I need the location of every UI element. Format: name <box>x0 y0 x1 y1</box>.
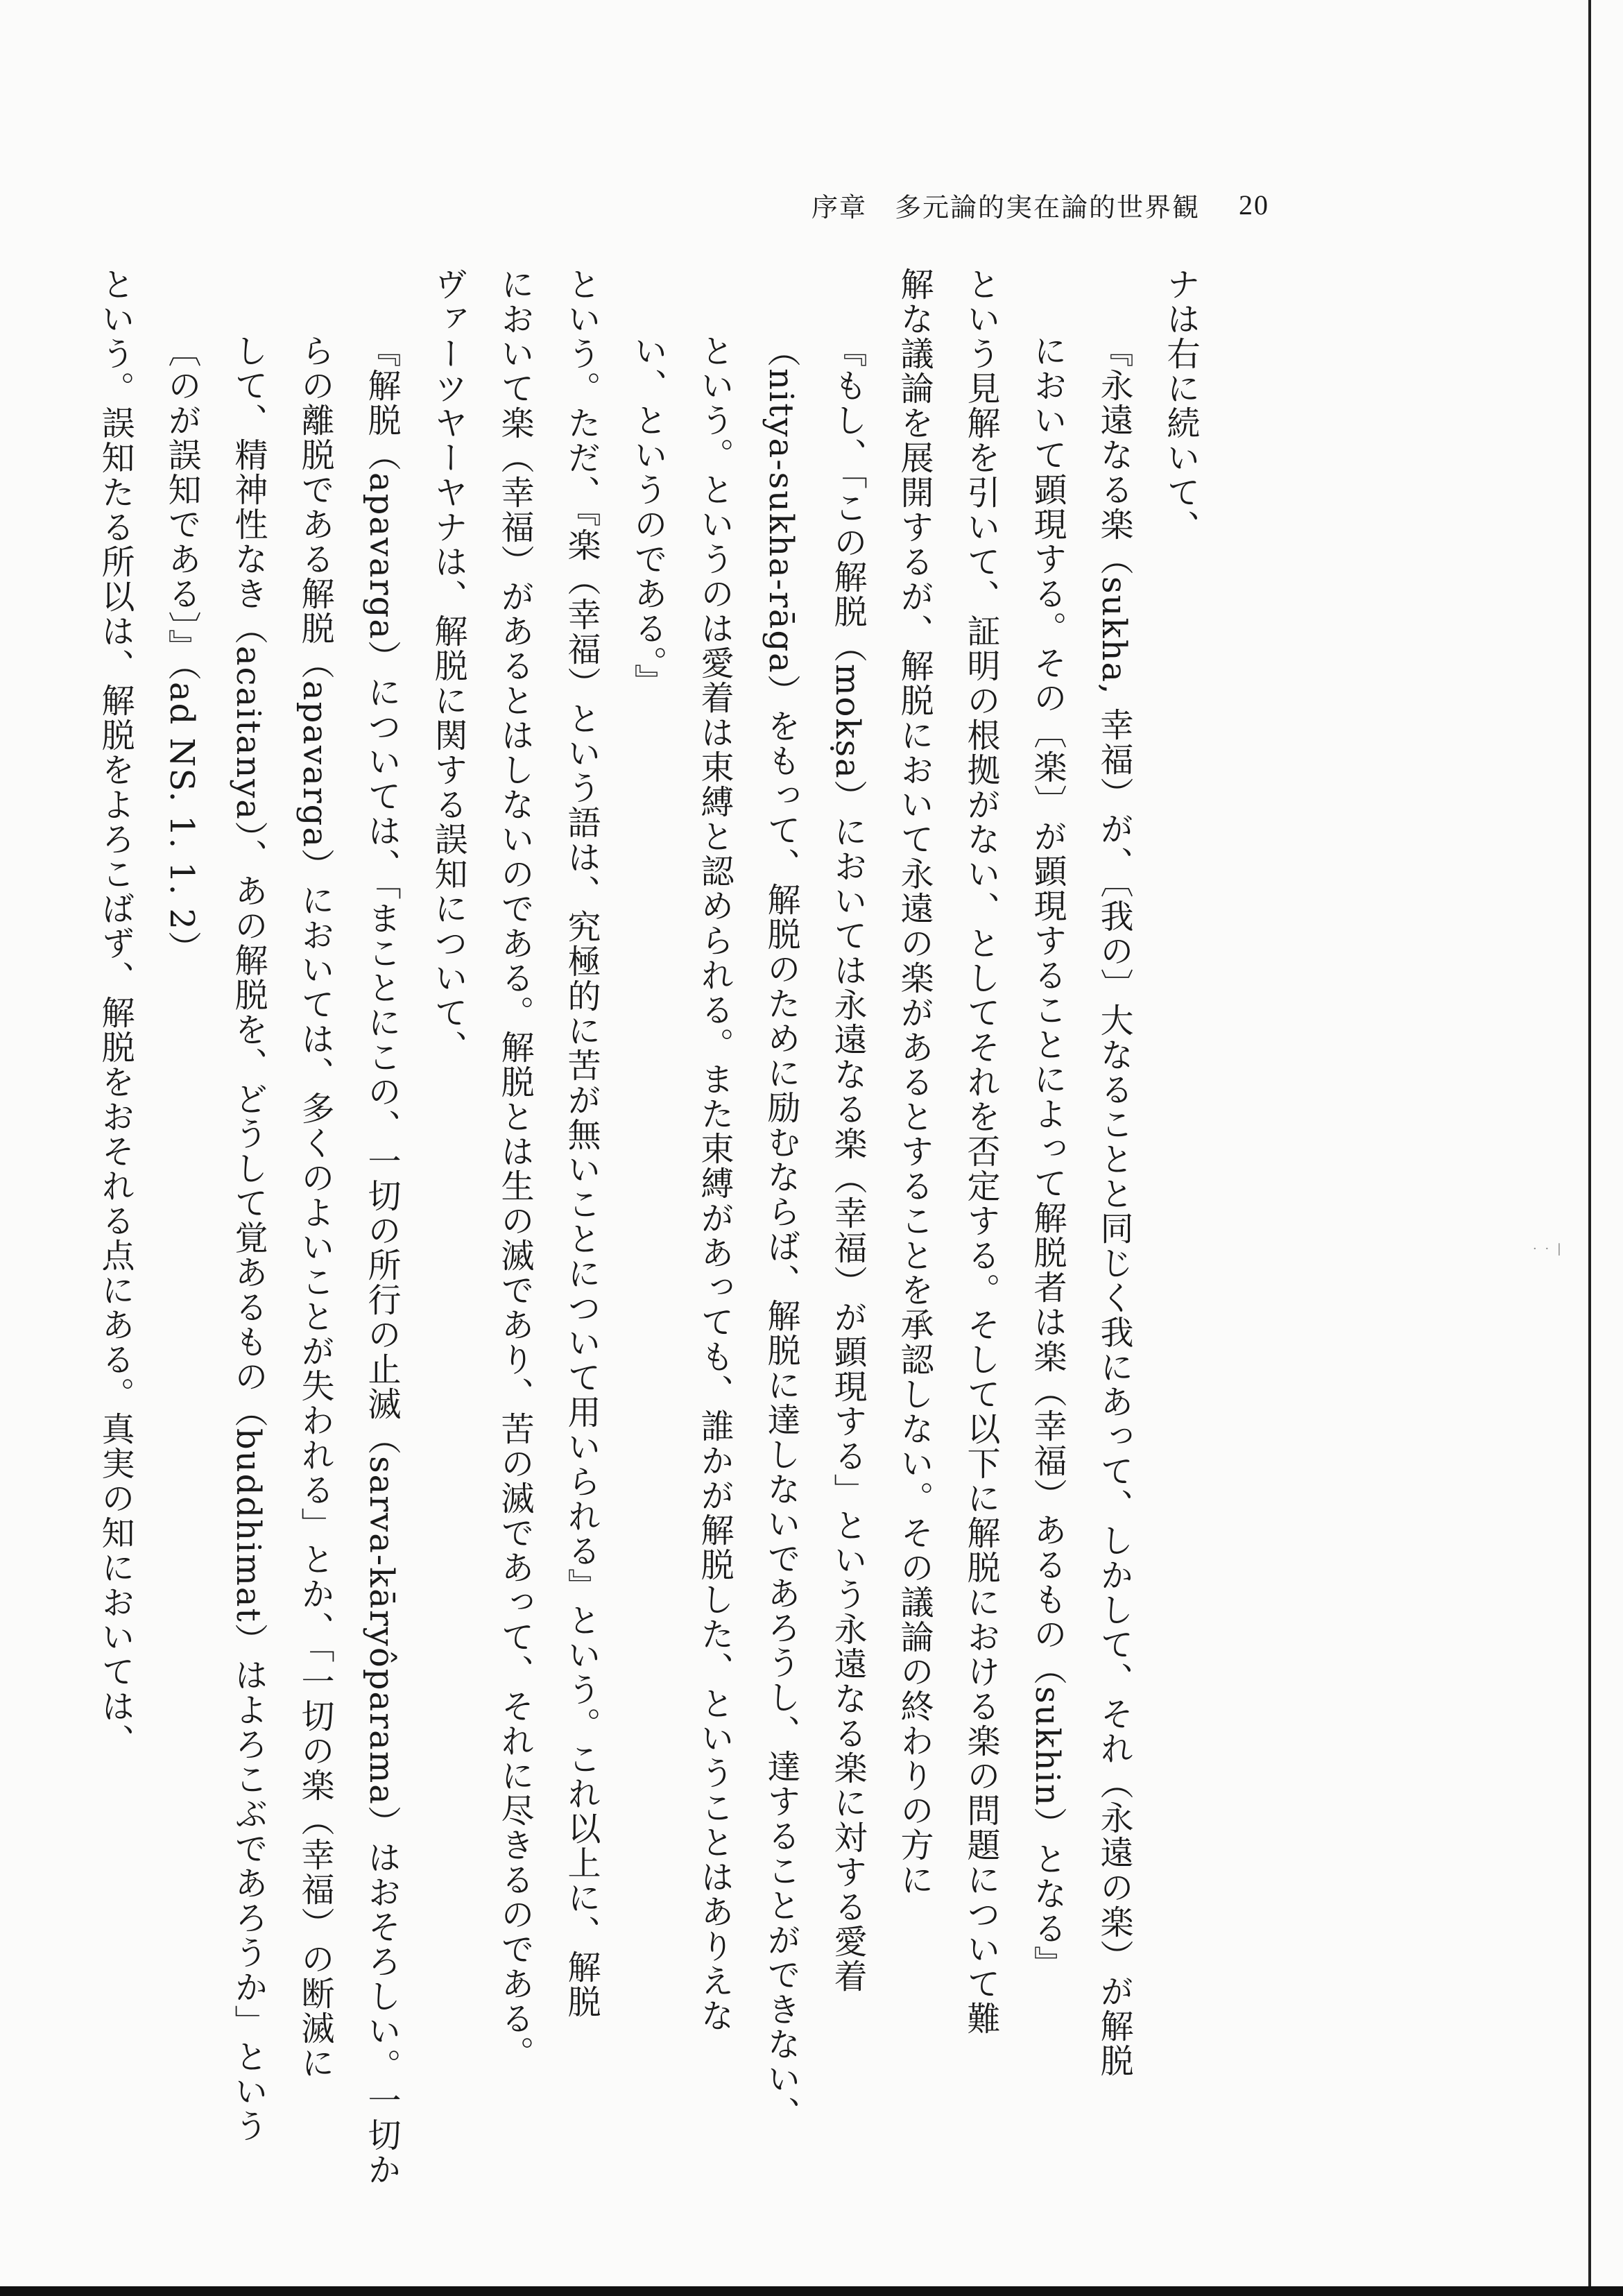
text-line: ヴァーツヤーヤナは、解脱に関する誤知について、 <box>429 267 467 1065</box>
scan-artifact: · · | <box>1533 1242 1563 1256</box>
quote-line: 〔のが誤知である〕』（ad NS. 1. 1. 2） <box>162 334 201 966</box>
quote-line: において顕現する。その〔楽〕が顕現することによって解脱者は楽（幸福）あるもの（sukhin）となる』 <box>1028 334 1067 1980</box>
quote-line: い、というのである。』 <box>628 334 667 699</box>
binding-edge-rule <box>1588 0 1591 2296</box>
text-line: ナは右に続いて、 <box>1161 267 1200 545</box>
vertical-body-text <box>96 267 1214 2187</box>
quote-line: 『解脱（apavarga）については、「まことにこの、一切の所行の止滅（sarva-kāryôparama）はおそろしい。一切か <box>362 334 401 2187</box>
chapter-title: 序章 多元論的実在論的世界観 <box>811 191 1200 223</box>
quote-line: （nitya-sukha-rāga）をもって、解脱のために励むならば、解脱に達しないであろうし、達することができない、 <box>762 334 800 2131</box>
quote-line: 『もし、「この解脱（mokṣa）においては永遠なる楽（幸福）が顕現する」という永遠なる楽に対する愛着 <box>828 334 867 1994</box>
quote-line: という。というのは愛着は束縛と認められる。また束縛があっても、誰かが解脱した、ということはありえな <box>695 334 734 2033</box>
quote-line: 『永遠なる楽（sukha, 幸福）が、〔我の〕大なることと同じく我にあって、しかして、それ（永遠の楽）が解脱 <box>1094 334 1133 2078</box>
running-header <box>784 187 1269 222</box>
text-line: において楽（幸福）があるとはしないのである。解脱とは生の滅であり、苦の滅であって、それに尽きるのである。 <box>495 267 534 2071</box>
text-line: という。誤知たる所以は、解脱をよろこばず、解脱をおそれる点にある。真実の知においては、 <box>96 267 135 1758</box>
quote-line: らの離脱である解脱（apavarga）においては、多くのよいことが失われる」とか、「一切の楽（幸福）の断滅に <box>295 334 334 2080</box>
text-line: という。ただ、『楽（幸福）という語は、究極的に苦が無いことについて用いられる』という。これ以上に、解脱 <box>562 267 601 2019</box>
text-line: 解な議論を展開するが、解脱において永遠の楽があるとすることを承認しない。その議論の終わりの方に <box>895 267 934 1897</box>
page-number: 20 <box>1239 189 1269 221</box>
text-line: という見解を引いて、証明の根拠がない、としてそれを否定する。そして以下に解脱における楽の問題について難 <box>961 267 1000 2036</box>
quote-line: して、精神性なき（acaitanya）、あの解脱を、どうして覚あるもの（buddhimat）はよろこぶであろうか」という <box>229 334 268 2143</box>
scan-bottom-border <box>0 2286 1623 2296</box>
